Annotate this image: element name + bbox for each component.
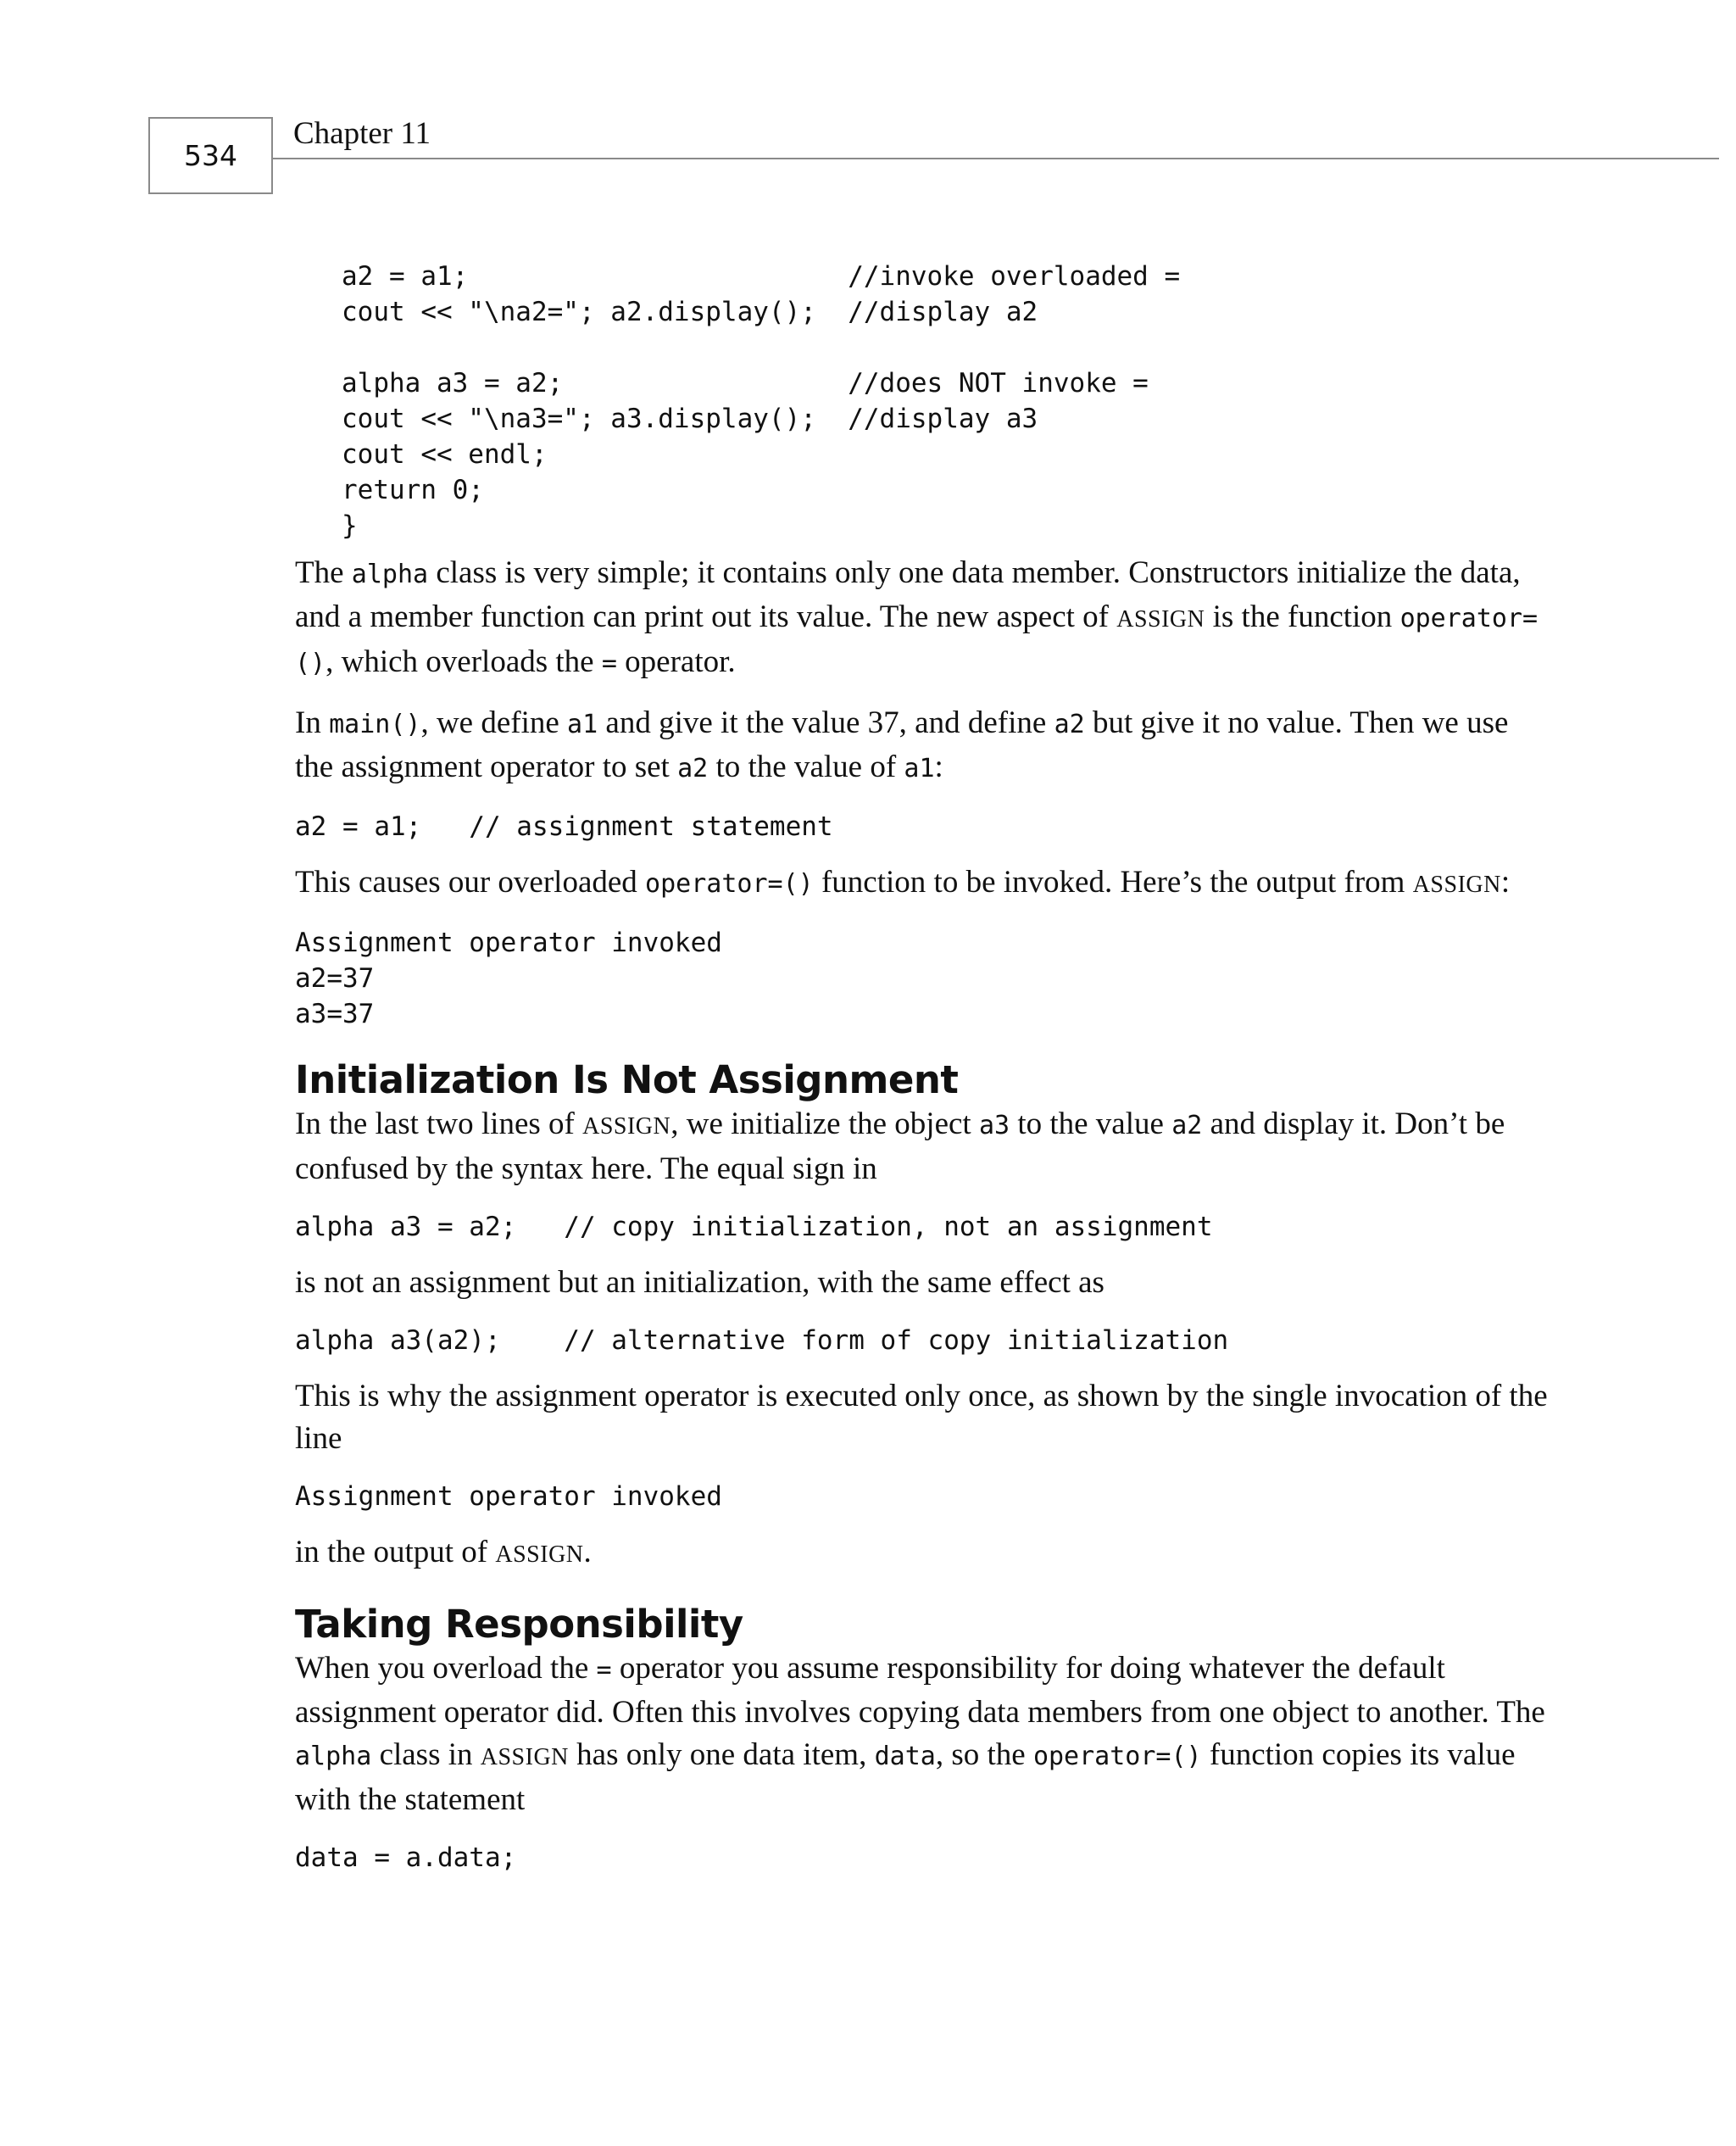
program-output: Assignment operator invoked a2=37 a3=37	[295, 928, 722, 1029]
code-snippet: data = a.data;	[295, 1842, 517, 1873]
paragraph: In the last two lines of ASSIGN, we initialize the object a3 to the value a2 and display it. Don’t be confused by the syntax here. The equal sign in	[295, 1106, 1505, 1186]
code-line: cout << "\na2="; a2.display(); //display a2	[342, 297, 1038, 327]
paragraph: When you overload the = operator you assume responsibility for doing whatever the default assignment operator did. Often this involves copying data members from one object to another. The alpha class in ASSIGN has only one data item, data, so the operator=() function copies its value with the statement	[295, 1651, 1545, 1817]
paragraph: This causes our overloaded operator=() function to be invoked. Here’s the output from ASSIGN:	[295, 865, 1511, 900]
code-line: }	[342, 510, 358, 541]
code-line: return 0;	[342, 475, 484, 505]
code-snippet: Assignment operator invoked	[295, 1481, 722, 1512]
code-listing-top	[342, 259, 1550, 543]
code-line: cout << endl;	[342, 439, 548, 470]
code-line: alpha a3 = a2; //does NOT invoke =	[342, 368, 1149, 399]
code-line: a2 = a1; //invoke overloaded =	[342, 261, 1181, 292]
code-snippet: a2 = a1; // assignment statement	[295, 811, 833, 842]
code-line: cout << "\na3="; a3.display(); //display a3	[342, 404, 1038, 434]
paragraph: in the output of ASSIGN.	[295, 1535, 592, 1569]
code-snippet: alpha a3(a2); // alternative form of copy initialization	[295, 1325, 1229, 1356]
chapter-title: Chapter 11	[293, 116, 431, 151]
section-heading: Initialization Is Not Assignment	[295, 1057, 959, 1102]
paragraph: This is why the assignment operator is executed only once, as shown by the single invocation of the line	[295, 1379, 1548, 1456]
code-snippet: alpha a3 = a2; // copy initialization, not an assignment	[295, 1212, 1213, 1242]
paragraph: is not an assignment but an initialization, with the same effect as	[295, 1265, 1104, 1300]
section-heading: Taking Responsibility	[295, 1602, 743, 1647]
code-blank-line	[342, 330, 1550, 365]
paragraph: In main(), we define a1 and give it the value 37, and define a2 but give it no value. Then we use the assignment operator to set a2 to the value of a1:	[295, 705, 1509, 784]
header-rule	[273, 158, 1719, 159]
paragraph: The alpha class is very simple; it contains only one data member. Constructors initialize the data, and a member function can print out its value. The new aspect of ASSIGN is the function operator=(), which overloads the = operator.	[295, 555, 1538, 679]
page-body	[295, 259, 1550, 1876]
page-number: 534	[148, 117, 273, 194]
